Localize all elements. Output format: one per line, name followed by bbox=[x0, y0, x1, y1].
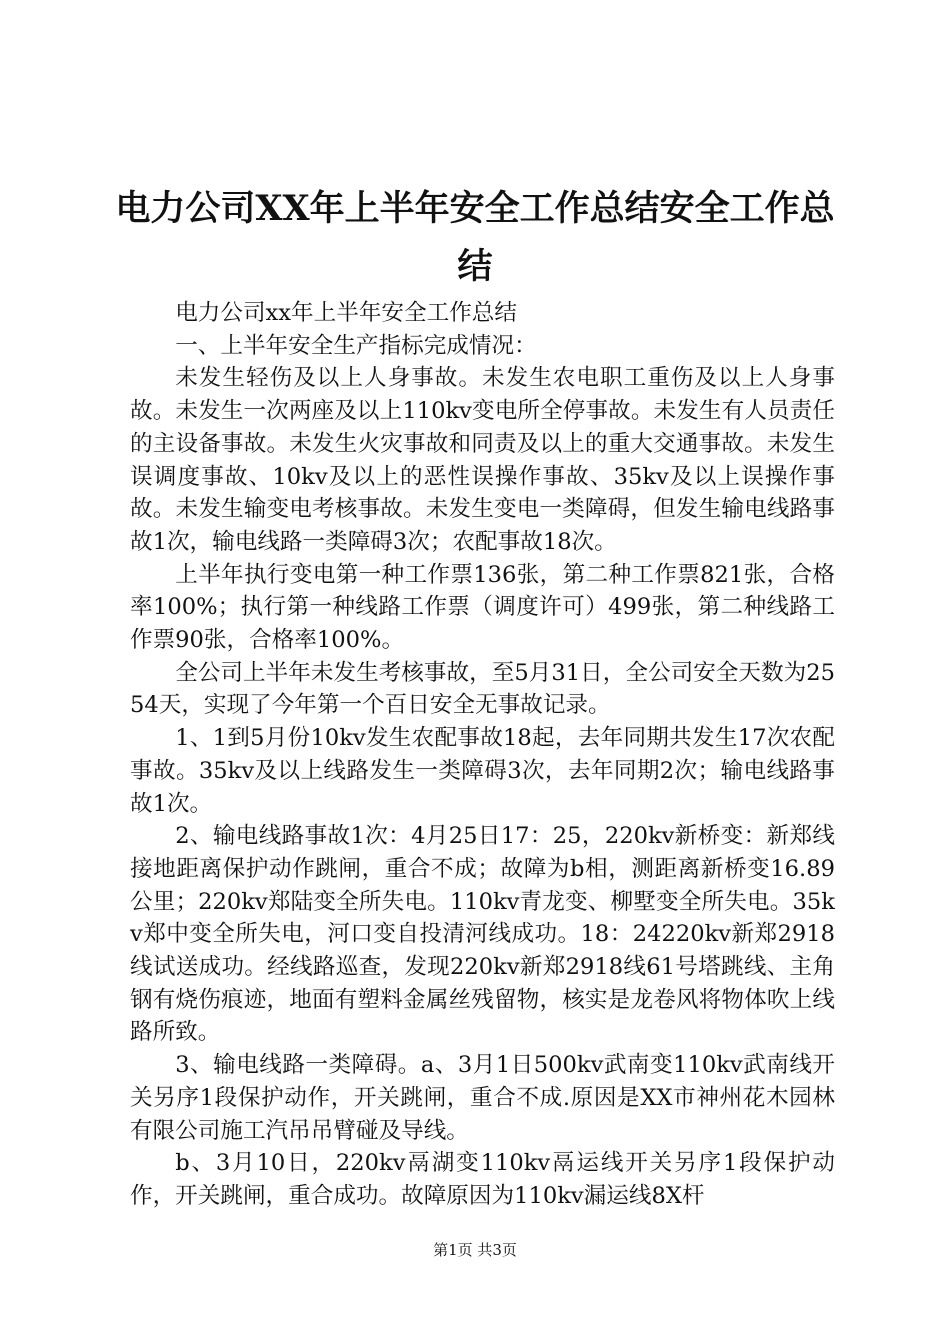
paragraph-subtitle: 电力公司xx年上半年安全工作总结 bbox=[175, 300, 517, 326]
document-body bbox=[130, 297, 835, 1213]
paragraph-safety-days: 全公司上半年未发生考核事故，至5月31日，全公司安全天数为2554天，实现了今年第一个百日安全无事故记录。 bbox=[130, 659, 835, 719]
document-title: 电力公司XX年上半年安全工作总结安全工作总结 bbox=[115, 188, 835, 287]
paragraph-work-tickets: 上半年执行变电第一种工作票136张，第二种工作票821张，合格率100%；执行第一种线路工作票（调度许可）499张，第二种线路工作票90张，合格率100%。 bbox=[130, 561, 835, 654]
paragraph-item-2: 2、输电线路事故1次：4月25日17：25，220kv新桥变：新郑线接地距离保护动作跳闸，重合不成；故障为b相，测距离新桥变16.89公里；220kv郑陆变全所失电。110kv青龙变、柳墅变全所失电。35kv郑中变全所失电，河口变自投清河线成功。18：24220kv新郑2918线试送成功。经线路巡查，发现220kv新郑2918线61号塔跳线、主角钢有烧伤痕迹，地面有塑料金属丝残留物，核实是龙卷风将物体吹上线路所致。 bbox=[130, 823, 835, 1046]
paragraph-item-3b: b、3月10日，220kv鬲湖变110kv鬲运线开关另序1段保护动作，开关跳闸，重合成功。故障原因为110kv漏运线8X杆 bbox=[130, 1150, 835, 1209]
paragraph-item-1: 1、1到5月份10kv发生农配事故18起，去年同期共发生17次农配事故。35kv及以上线路发生一类障碍3次，去年同期2次；输电线路事故1次。 bbox=[130, 725, 836, 817]
page-footer: 第1页 共3页 bbox=[433, 1241, 517, 1259]
paragraph-section-heading: 一、上半年安全生产指标完成情况： bbox=[175, 332, 537, 359]
paragraph-item-3: 3、输电线路一类障碍。a、3月1日500kv武南变110kv武南线开关另序1段保护动作，开关跳闸，重合不成.原因是XX市神州花木园林有限公司施工汽吊吊臂碰及导线。 bbox=[130, 1052, 835, 1144]
paragraph-no-accidents: 未发生轻伤及以上人身事故。未发生农电职工重伤及以上人身事故。未发生一次两座及以上110kv变电所全停事故。未发生有人员责任的主设备事故。未发生火灾事故和同责及以上的重大交通事故。未发生误调度事故、10kv及以上的恶性误操作事故、35kv及以上误操作事故。未发生输变电考核事故。未发生变电一类障碍，但发生输电线路事故1次，输电线路一类障碍3次；农配事故18次。 bbox=[130, 365, 835, 555]
